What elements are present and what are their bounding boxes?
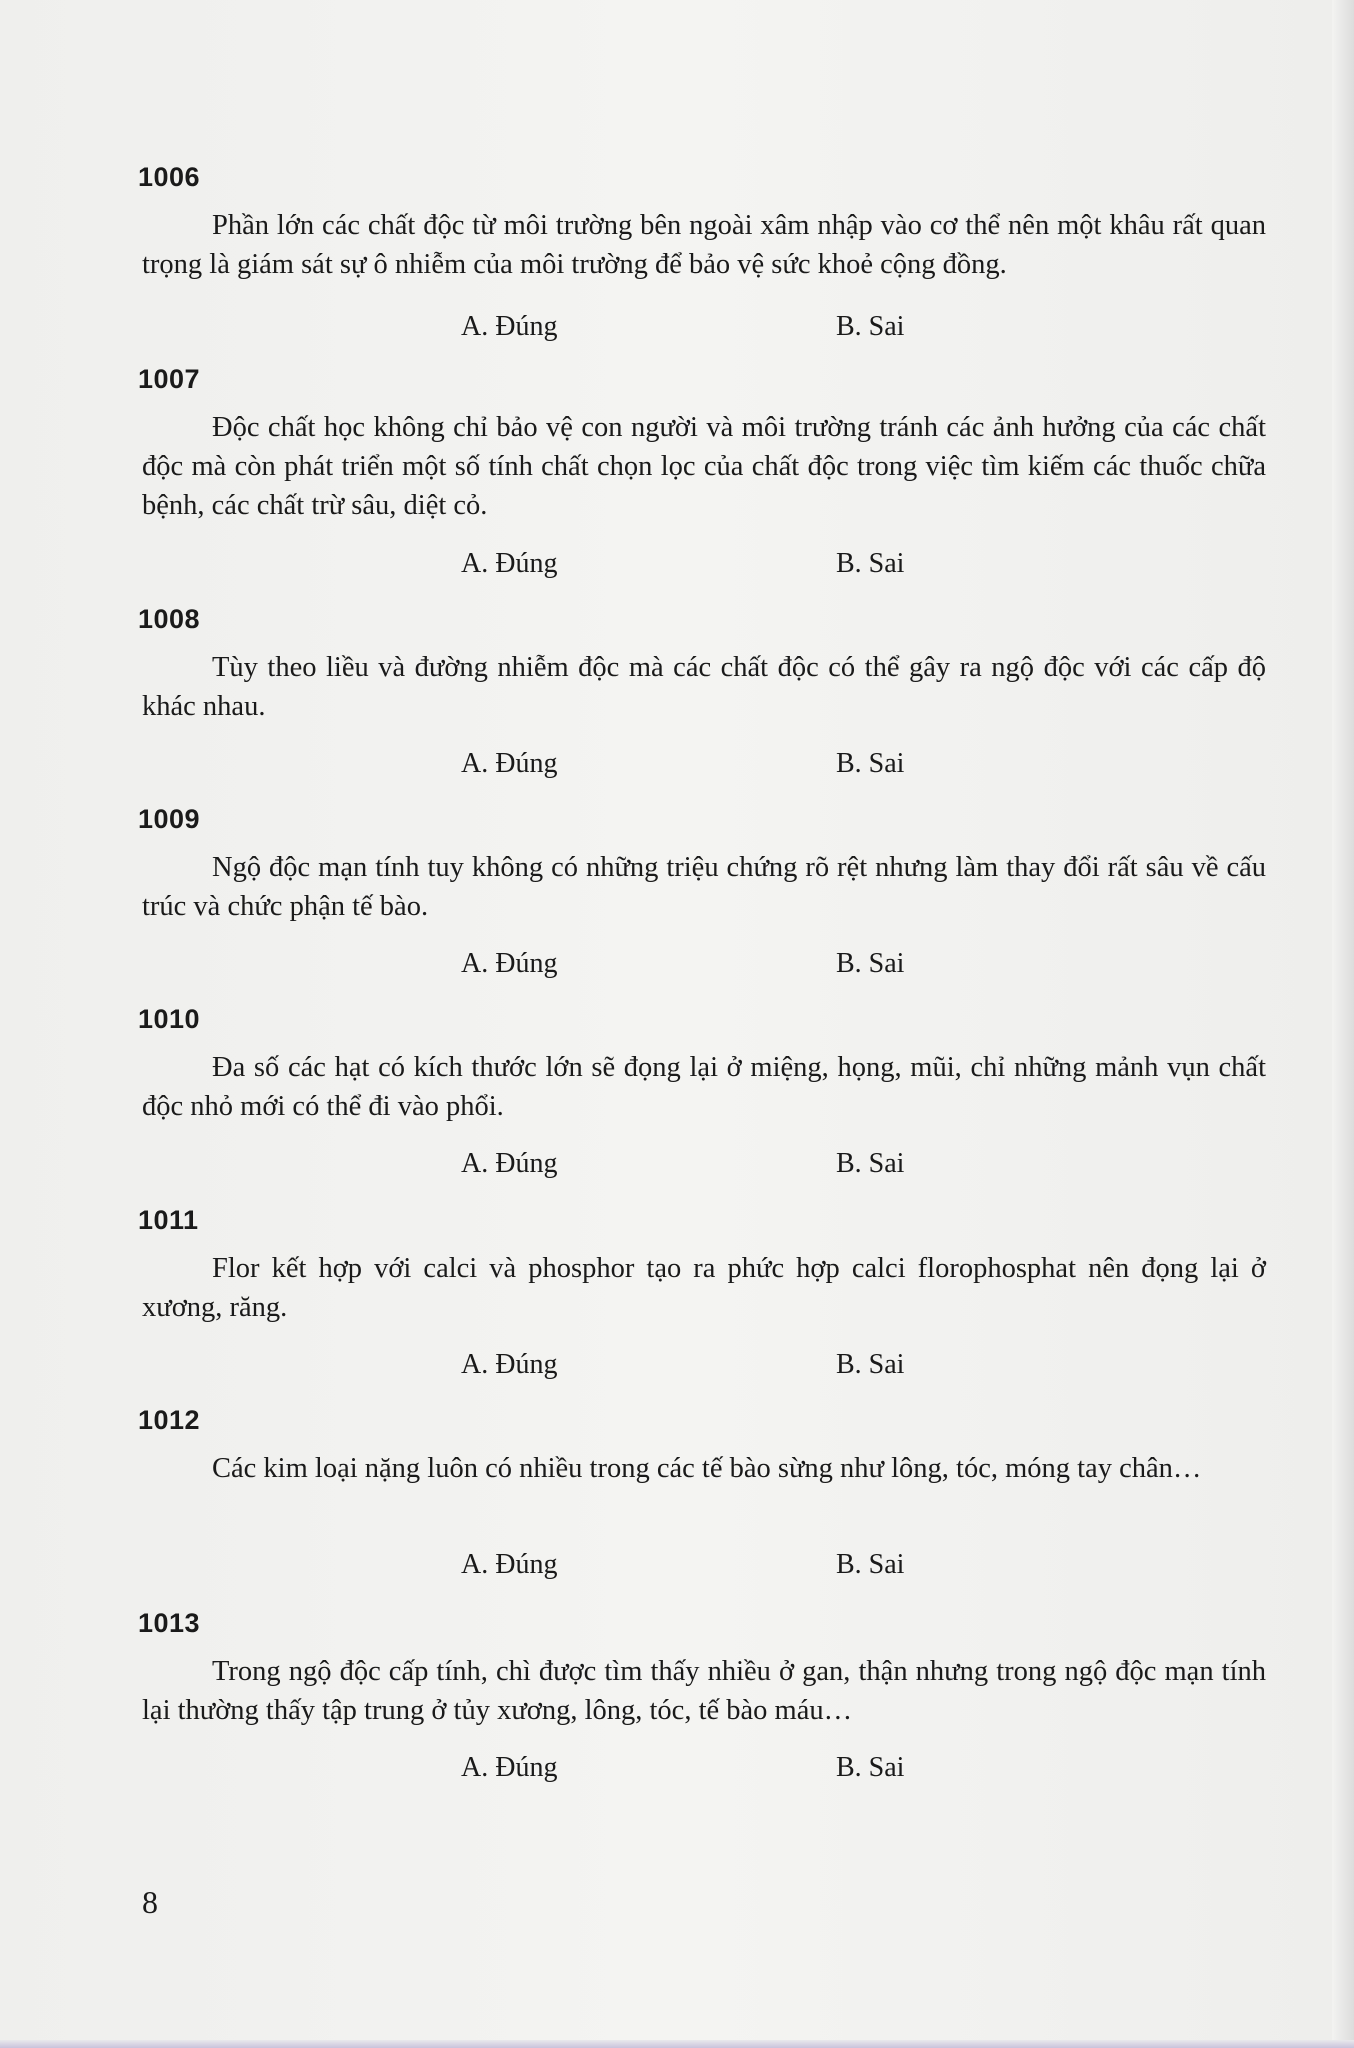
option-b: B. Sai [836, 1752, 905, 1783]
question-1007 [0, 364, 1354, 584]
question-1011 [0, 1205, 1354, 1385]
question-number: 1013 [138, 1608, 201, 1638]
option-a: A. Đúng [461, 948, 558, 979]
question-text: Trong ngộ độc cấp tính, chì được tìm thấy nhiều ở gan, thận nhưng trong ngộ độc mạn tính lại thường thấy tập trung ở tủy xương, lông, tóc, tế bào máu… [142, 1656, 1266, 1726]
question-number: 1009 [138, 804, 201, 834]
question-number: 1006 [138, 162, 201, 192]
option-a: A. Đúng [461, 1752, 558, 1783]
question-1010 [0, 1004, 1354, 1184]
option-b: B. Sai [836, 311, 905, 342]
question-text: Độc chất học không chỉ bảo vệ con người và môi trường tránh các ảnh hưởng của các chất độc mà còn phát triển một số tính chất chọn lọc của chất độc trong việc tìm kiếm các thuốc chữa bệnh, các chất trừ sâu, diệt cỏ. [142, 412, 1266, 521]
question-text: Các kim loại nặng luôn có nhiều trong các tế bào sừng như lông, tóc, móng tay chân… [212, 1453, 1202, 1484]
option-b: B. Sai [836, 548, 905, 579]
option-a: A. Đúng [461, 748, 558, 779]
option-b: B. Sai [836, 948, 905, 979]
question-number: 1011 [138, 1205, 199, 1235]
option-b: B. Sai [836, 748, 905, 779]
question-text: Phần lớn các chất độc từ môi trường bên ngoài xâm nhập vào cơ thể nên một khâu rất quan trọng là giám sát sự ô nhiễm của môi trường để bảo vệ sức khoẻ cộng đồng. [142, 210, 1266, 280]
question-1006 [0, 162, 1354, 347]
question-1009 [0, 804, 1354, 984]
option-a: A. Đúng [461, 311, 558, 342]
option-a: A. Đúng [461, 1549, 558, 1580]
option-a: A. Đúng [461, 548, 558, 579]
question-number: 1010 [138, 1004, 201, 1034]
option-a: A. Đúng [461, 1148, 558, 1179]
question-text: Tùy theo liều và đường nhiễm độc mà các chất độc có thể gây ra ngộ độc với các cấp độ khác nhau. [142, 652, 1266, 722]
page-edge-shadow [1332, 0, 1354, 2048]
option-b: B. Sai [836, 1148, 905, 1179]
option-b: B. Sai [836, 1349, 905, 1380]
page-bottom-edge [0, 2040, 1354, 2048]
question-number: 1008 [138, 604, 201, 634]
question-text: Ngộ độc mạn tính tuy không có những triệu chứng rõ rệt nhưng làm thay đổi rất sâu về cấu trúc và chức phận tế bào. [142, 852, 1266, 922]
question-number: 1007 [138, 364, 201, 394]
page-number: 8 [142, 1884, 158, 1920]
question-number: 1012 [138, 1405, 201, 1435]
option-a: A. Đúng [461, 1349, 558, 1380]
question-1008 [0, 604, 1354, 784]
question-text: Flor kết hợp với calci và phosphor tạo ra phức hợp calci florophosphat nên đọng lại ở xương, răng. [142, 1253, 1266, 1323]
question-1012 [0, 1405, 1354, 1585]
question-text: Đa số các hạt có kích thước lớn sẽ đọng lại ở miệng, họng, mũi, chỉ những mảnh vụn chất độc nhỏ mới có thể đi vào phổi. [142, 1052, 1266, 1122]
question-1013 [0, 1608, 1354, 1788]
option-b: B. Sai [836, 1549, 905, 1580]
